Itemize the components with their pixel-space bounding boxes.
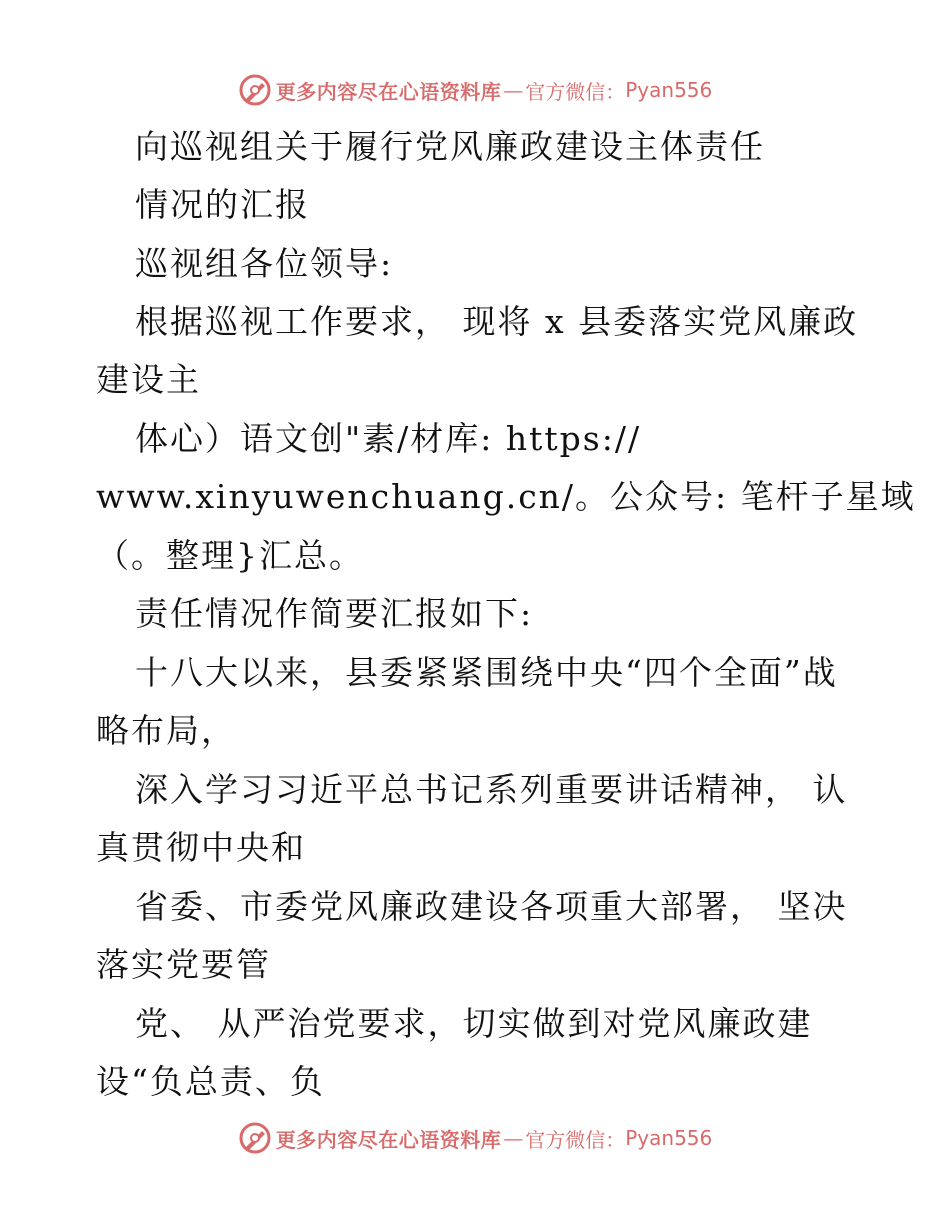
doc-paragraph-line: 设“负总责、负 (96, 1062, 325, 1101)
doc-paragraph-line: 责任情况作简要汇报如下: (135, 594, 534, 633)
pen-logo-icon (238, 73, 272, 107)
doc-paragraph-line: 落实党要管 (96, 945, 271, 984)
doc-title-line-2: 情况的汇报 (135, 185, 310, 224)
watermark-wechat-label: 官方微信： (525, 1127, 626, 1152)
doc-paragraph-line: 略布局， (96, 711, 236, 750)
watermark-banner-top (0, 70, 950, 110)
doc-paragraph-line: 根据巡视工作要求， 现将 x 县委落实党风廉政 (135, 302, 859, 341)
doc-paragraph-line: 体心）语文创"素/材库: https:// (135, 419, 642, 458)
doc-paragraph-line: www.xinyuwenchuang.cn/。公众号: 笔杆子星域 (96, 477, 916, 516)
doc-paragraph-line: 党、 从严治党要求，切实做到对党风廉政建 (135, 1004, 813, 1043)
watermark-separator: — (503, 1126, 524, 1150)
doc-paragraph-line: 十八大以来，县委紧紧围绕中央“四个全面”战 (135, 653, 838, 692)
watermark-brand: 更多内容尽在心语资料库 (275, 79, 502, 104)
doc-paragraph-line: 真贯彻中央和 (96, 828, 306, 867)
watermark-wechat-id: Pyan556 (625, 78, 713, 102)
pen-logo-icon (238, 1121, 272, 1155)
watermark-wechat-label: 官方微信： (525, 79, 626, 104)
watermark-wechat-id: Pyan556 (625, 1126, 713, 1150)
doc-paragraph-line: 省委、市委党风廉政建设各项重大部署， 坚决 (135, 887, 848, 926)
watermark-banner-bottom (0, 1118, 950, 1158)
watermark-brand: 更多内容尽在心语资料库 (275, 1127, 502, 1152)
doc-paragraph-line: 深入学习习近平总书记系列重要讲话精神， 认 (135, 770, 848, 809)
doc-paragraph-line: 建设主 (96, 360, 201, 399)
doc-salutation: 巡视组各位领导: (135, 244, 394, 283)
watermark-separator: — (503, 78, 524, 102)
doc-title-line-1: 向巡视组关于履行党风廉政建设主体责任 (135, 127, 765, 166)
doc-paragraph-line: （。整理}汇总。 (96, 536, 364, 575)
